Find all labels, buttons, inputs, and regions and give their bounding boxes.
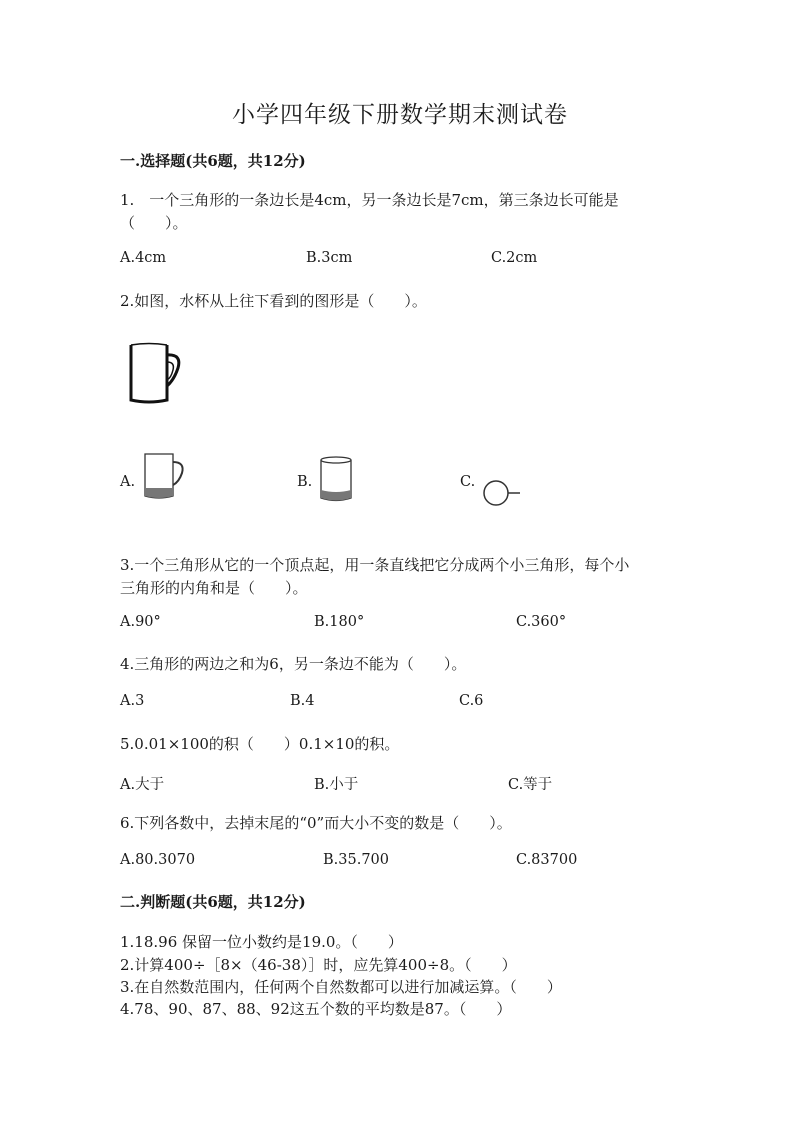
question-3-option-a: A.90° bbox=[120, 614, 161, 630]
section-heading-choice: 一.选择题(共6题，共12分) bbox=[120, 152, 306, 170]
question-5-option-a: A.大于 bbox=[120, 777, 165, 793]
question-2-option-a: A. bbox=[120, 474, 136, 490]
question-2-option-b: B. bbox=[297, 474, 313, 490]
question-3-option-b: B.180° bbox=[314, 614, 365, 630]
question-6-option-c: C.83700 bbox=[516, 852, 578, 868]
question-3-option-c: C.360° bbox=[516, 614, 567, 630]
cup-top-view-icon bbox=[482, 478, 524, 510]
question-4-option-c: C.6 bbox=[459, 693, 484, 709]
question-3-text-cont: 三角形的内角和是（ ）。 bbox=[120, 579, 308, 597]
section-heading-judgment: 二.判断题(共6题，共12分) bbox=[120, 893, 306, 911]
question-1-text-cont: （ ）。 bbox=[120, 214, 188, 232]
judgment-item-1: 1.18.96 保留一位小数约是19.0。（ ） bbox=[120, 933, 403, 951]
question-5-option-c: C.等于 bbox=[508, 777, 553, 793]
question-5-text: 5.0.01×100的积（ ）0.1×10的积。 bbox=[120, 735, 400, 753]
judgment-item-3: 3.在自然数范围内，任何两个自然数都可以进行加减运算。（ ） bbox=[120, 978, 562, 996]
mug-side-icon bbox=[142, 450, 188, 502]
question-1-option-c: C.2cm bbox=[491, 250, 538, 266]
question-2-text: 2.如图，水杯从上往下看到的图形是（ ）。 bbox=[120, 292, 427, 310]
judgment-item-4: 4.78、90、87、88、92这五个数的平均数是87。（ ） bbox=[120, 1000, 512, 1018]
question-1-option-b: B.3cm bbox=[306, 250, 353, 266]
question-4-option-a: A.3 bbox=[120, 693, 145, 709]
page-title: 小学四年级下册数学期末测试卷 bbox=[232, 102, 568, 128]
question-1-option-a: A.4cm bbox=[120, 250, 167, 266]
question-4-text: 4.三角形的两边之和为6，另一条边不能为（ ）。 bbox=[120, 655, 467, 673]
judgment-item-2: 2.计算400÷［8×（46-38）］时，应先算400÷8。（ ） bbox=[120, 956, 517, 974]
cup-front-icon bbox=[318, 454, 356, 506]
question-5-option-b: B.小于 bbox=[314, 777, 359, 793]
question-6-option-a: A.80.3070 bbox=[120, 852, 196, 868]
question-6-option-b: B.35.700 bbox=[323, 852, 390, 868]
question-4-option-b: B.4 bbox=[290, 693, 315, 709]
question-2-option-c: C. bbox=[460, 474, 476, 490]
question-3-text: 3.一个三角形从它的一个顶点起，用一条直线把它分成两个小三角形，每个小 bbox=[120, 556, 630, 574]
question-1-text: 1. 一个三角形的一条边长是4cm，另一条边长是7cm，第三条边长可能是 bbox=[120, 191, 619, 209]
mug-icon bbox=[124, 340, 184, 406]
question-6-text: 6.下列各数中，去掉末尾的“0”而大小不变的数是（ ）。 bbox=[120, 814, 512, 832]
